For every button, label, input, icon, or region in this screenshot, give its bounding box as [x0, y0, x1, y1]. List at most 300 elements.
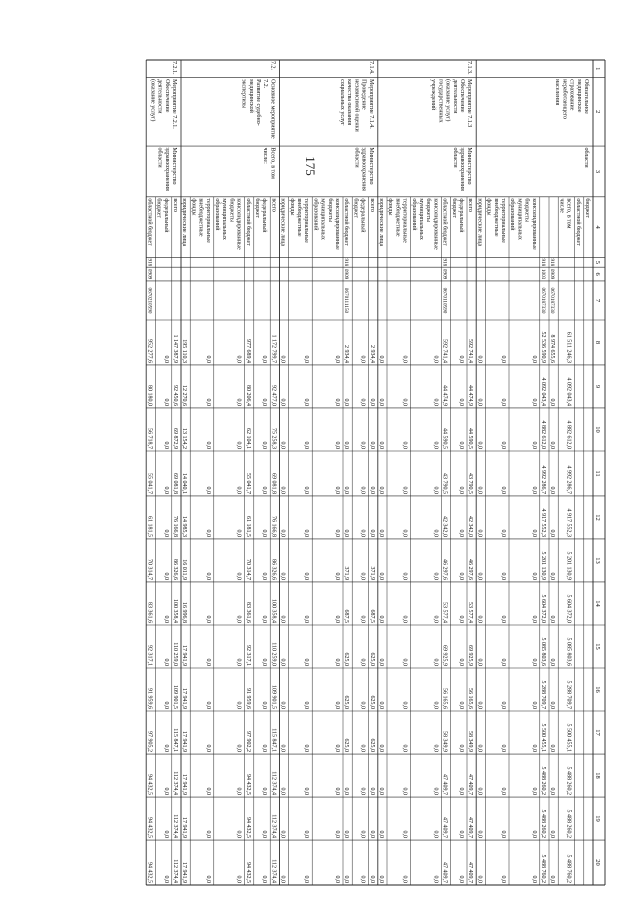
- budget-value: 69 081,8: [270, 472, 277, 494]
- column-number-label: 3: [594, 169, 601, 174]
- budget-value: 0,0: [162, 615, 169, 623]
- budget-code: 0670210590: [146, 287, 153, 314]
- budget-value: 0,0: [530, 875, 537, 883]
- budget-value: 80 180,0: [146, 384, 153, 406]
- budget-value: 70 314,7: [244, 558, 251, 580]
- budget-value: 0,0: [359, 486, 366, 494]
- budget-value: 0,0: [401, 787, 408, 796]
- budget-value: 0,0: [549, 701, 556, 710]
- measure-name-line: Обеспечение: [459, 79, 465, 113]
- funding-source-label: образований: [214, 198, 220, 231]
- budget-value: 0,0: [432, 830, 439, 839]
- budget-value: 0,0: [530, 615, 537, 623]
- funding-source-label: консолидированные: [432, 198, 439, 250]
- budget-value: 0,0: [530, 529, 537, 537]
- executor-line: области: [451, 147, 458, 168]
- budget-value: 0,0: [401, 486, 408, 494]
- funding-source-label: всего: [172, 198, 178, 212]
- budget-value: 0,0: [432, 701, 439, 710]
- budget-value: 17 941,9: [181, 644, 188, 666]
- budget-value: 0,0: [476, 355, 483, 363]
- budget-value: 0,0: [432, 787, 439, 796]
- budget-value: 0,0: [235, 572, 242, 580]
- budget-value: 4 917 552,3: [565, 508, 572, 537]
- budget-value: 0,0: [334, 658, 340, 666]
- funding-source-label: всего: [368, 198, 375, 212]
- executor-line: здравоохранения: [360, 147, 367, 191]
- row-index: 7.2.1.: [171, 61, 177, 75]
- budget-value: 86 326,6: [172, 558, 178, 580]
- budget-value: 47 409,7: [441, 774, 448, 796]
- budget-value: 0,0: [378, 701, 384, 710]
- funding-source-label: муниципальных: [319, 198, 326, 240]
- budget-value: 0,0: [549, 744, 556, 753]
- budget-value: 977 689,4: [244, 338, 251, 363]
- budget-value: 0,0: [368, 398, 375, 406]
- budget-value: 115 847,1: [172, 728, 178, 753]
- budget-value: 592 741,4: [467, 338, 474, 363]
- budget-value: 0,0: [261, 875, 268, 883]
- budget-value: 91 959,6: [244, 688, 251, 710]
- funding-source-label: областной бюджет: [244, 198, 251, 246]
- budget-code: 0909: [343, 268, 350, 280]
- budget-value: 0,0: [334, 701, 340, 710]
- budget-value: 5 085 803,6: [565, 637, 572, 666]
- budget-value: 0,0: [378, 398, 384, 406]
- budget-value: 5 201 130,9: [565, 551, 572, 580]
- budget-value: 46 297,6: [467, 558, 474, 580]
- budget-value: 687,5: [368, 609, 375, 623]
- budget-value: 0,0: [343, 830, 350, 839]
- measure-name-line: Мероприятие 7.1.3: [466, 79, 473, 128]
- budget-value: 0,0: [359, 744, 366, 753]
- funding-source-label: фонды: [190, 198, 197, 216]
- budget-value: 55 041,7: [146, 472, 153, 494]
- budget-value: 0,0: [334, 398, 340, 406]
- budget-value: 112 374,4: [270, 771, 277, 796]
- budget-value: 0,0: [334, 830, 340, 839]
- budget-value: 115 847,1: [270, 728, 277, 753]
- budget-value: 92 317,1: [146, 644, 153, 666]
- budget-value: 0,0: [279, 875, 286, 883]
- budget-value: 47 409,7: [441, 862, 448, 883]
- column-number-label: 14: [594, 600, 601, 607]
- budget-value: 0,0: [261, 830, 268, 839]
- funding-source-label: всего: [467, 198, 474, 212]
- budget-value: 0,0: [162, 398, 169, 406]
- budget-value: 0,0: [261, 572, 268, 580]
- budget-value: 4 882 612,0: [540, 420, 546, 449]
- budget-value: 0,0: [378, 486, 384, 494]
- budget-value: 5 604 372,0: [565, 594, 572, 623]
- column-number-label: 6: [594, 272, 601, 276]
- budget-value: 0,0: [261, 744, 268, 753]
- budget-value: 0,0: [432, 486, 439, 494]
- budget-value: 44 590,5: [467, 427, 474, 449]
- budget-value: 0,0: [500, 441, 506, 449]
- funding-source-label: числе: [558, 198, 565, 213]
- budget-value: 371,9: [343, 566, 350, 580]
- budget-value: 0,0: [204, 398, 211, 406]
- budget-value: 0,0: [458, 529, 464, 537]
- budget-value: 592 741,4: [441, 338, 448, 363]
- budget-value: 92 317,1: [244, 644, 251, 666]
- budget-value: 0,0: [204, 441, 211, 449]
- budget-value: 0,0: [359, 875, 366, 883]
- measure-name-line: независимой оценки: [353, 79, 360, 132]
- column-number-label: 8: [594, 340, 601, 345]
- budget-value: 0,0: [303, 441, 310, 449]
- funding-source-label: образований: [312, 198, 319, 231]
- column-number-label: 1: [594, 67, 601, 71]
- budget-value: 0,0: [204, 701, 211, 710]
- budget-value: 687,5: [343, 609, 350, 623]
- budget-value: 0,0: [378, 615, 384, 623]
- budget-value: 94 432,5: [146, 774, 153, 796]
- budget-value: 0,0: [530, 744, 537, 753]
- budget-value: 53 577,4: [441, 601, 448, 623]
- budget-value: 112 374,4: [172, 814, 178, 839]
- budget-value: 371,9: [368, 566, 375, 580]
- budget-value: 69 081,8: [172, 472, 178, 494]
- budget-value: 0,0: [530, 355, 537, 363]
- budget-value: 92 477,0: [270, 384, 277, 406]
- funding-source-label: территориальные: [500, 198, 506, 243]
- measure-name-line: медицинское: [575, 79, 582, 113]
- budget-value: 4 992 286,7: [565, 465, 572, 494]
- budget-value: 0,0: [235, 615, 242, 623]
- budget-value: 2 934,4: [343, 344, 350, 363]
- budget-value: 0,0: [235, 398, 242, 406]
- budget-code: 918: [343, 258, 350, 267]
- budget-value: 83 361,6: [244, 601, 251, 623]
- budget-value: 5 288 709,7: [565, 680, 572, 710]
- budget-value: 0,0: [334, 787, 340, 796]
- budget-value: 0,0: [401, 658, 408, 666]
- budget-value: 0,0: [401, 830, 408, 839]
- budget-value: 0,0: [530, 701, 537, 710]
- budget-value: 0,0: [401, 701, 408, 710]
- budget-value: 0,0: [401, 875, 408, 883]
- budget-value: 8 974 655,6: [549, 334, 556, 363]
- funding-source-label: областной бюджет: [574, 198, 581, 246]
- budget-value: 0,0: [476, 787, 483, 796]
- budget-value: 0,0: [343, 441, 350, 449]
- budget-value: 94 432,5: [244, 774, 251, 796]
- budget-value: 0,0: [500, 701, 506, 710]
- budget-value: 56 165,6: [441, 688, 448, 710]
- budget-value: 0,0: [401, 615, 408, 623]
- budget-value: 625,0: [368, 695, 375, 710]
- budget-value: 0,0: [458, 744, 464, 753]
- budget-value: 97 902,2: [244, 731, 251, 753]
- executor-line: области: [353, 147, 360, 168]
- funding-source-label: территориальные: [401, 198, 408, 243]
- budget-value: 1 147 387,9: [172, 334, 178, 363]
- funding-source-label: бюджеты: [326, 198, 333, 223]
- budget-value: 2 934,4: [368, 344, 375, 363]
- budget-value: 5 201 130,9: [540, 551, 546, 580]
- budget-value: 0,0: [162, 875, 169, 883]
- budget-code: 0670110590: [441, 287, 448, 314]
- budget-value: 0,0: [204, 875, 211, 883]
- budget-value: 4 882 612,0: [565, 420, 572, 449]
- budget-value: 92 450,6: [172, 384, 178, 406]
- budget-value: 0,0: [162, 441, 169, 449]
- budget-value: 97 905,2: [146, 731, 153, 753]
- budget-value: 13 154,2: [181, 427, 188, 449]
- budget-value: 0,0: [368, 787, 375, 796]
- measure-name-line: государственных: [437, 79, 444, 123]
- measure-name-line: страхование: [568, 79, 575, 111]
- budget-value: 0,0: [378, 787, 384, 796]
- budget-value: 952 277,6: [146, 338, 153, 363]
- funding-source-label: юридические лица: [476, 198, 483, 247]
- budget-value: 0,0: [378, 744, 384, 753]
- budget-value: 0,0: [432, 572, 439, 580]
- measure-name-line: Мероприятие 7.1.4.: [367, 79, 374, 129]
- budget-value: 47 409,7: [467, 862, 474, 883]
- executor-line: числе:: [262, 147, 269, 164]
- column-number-label: 2: [594, 110, 601, 114]
- funding-source-label: юридические лица: [279, 198, 286, 247]
- budget-value: 0,0: [500, 744, 506, 753]
- budget-value: 83 361,6: [146, 601, 153, 623]
- budget-value: 55 041,7: [244, 472, 251, 494]
- budget-value: 0,0: [359, 572, 366, 580]
- budget-value: 0,0: [343, 529, 350, 537]
- budget-value: 0,0: [334, 486, 340, 494]
- budget-value: 0,0: [458, 615, 464, 623]
- funding-source-label: всего, в том: [565, 198, 572, 229]
- funding-source-label: муниципальных: [418, 198, 424, 240]
- budget-value: 61 181,5: [146, 515, 153, 537]
- budget-value: 0,0: [359, 658, 366, 666]
- budget-value: 44 474,9: [467, 384, 474, 406]
- budget-value: 0,0: [204, 658, 211, 666]
- budget-value: 0,0: [162, 787, 169, 796]
- budget-value: 625,0: [343, 695, 350, 710]
- budget-value: 112 374,4: [172, 771, 178, 796]
- budget-value: 0,0: [334, 875, 340, 883]
- measure-name-line: экспертизы: [240, 79, 247, 109]
- column-number-label: 16: [594, 686, 601, 693]
- funding-source-label: внебюджетные: [492, 198, 499, 237]
- budget-value: 0,0: [162, 486, 169, 494]
- funding-source-label: внебюджетные: [197, 198, 204, 237]
- funding-source-label: юридические лица: [378, 198, 384, 247]
- budget-value: 0,0: [334, 572, 340, 580]
- budget-value: 4 992 286,7: [540, 465, 546, 494]
- budget-value: 94 432,5: [146, 817, 153, 839]
- budget-value: 56 718,7: [146, 427, 153, 449]
- budget-value: 0,0: [500, 658, 506, 666]
- budget-value: 5 488 260,2: [565, 809, 572, 839]
- budget-value: 110 259,0: [172, 642, 178, 666]
- budget-value: 0,0: [530, 486, 537, 494]
- funding-source-label: территориальные: [303, 198, 310, 243]
- budget-value: 0,0: [162, 701, 169, 710]
- budget-value: 0,0: [378, 572, 384, 580]
- budget-value: 0,0: [549, 572, 556, 580]
- budget-value: 17 941,9: [181, 817, 188, 839]
- budget-value: 5 085 803,6: [540, 637, 546, 666]
- budget-value: 17 941,9: [181, 862, 188, 883]
- budget-value: 0,0: [359, 441, 366, 449]
- measure-name-line: населения: [554, 79, 561, 106]
- budget-value: 0,0: [279, 441, 286, 449]
- measure-name-line: (оказание услуг): [149, 79, 156, 122]
- budget-value: 0,0: [432, 355, 439, 363]
- budget-value: 0,0: [279, 486, 286, 494]
- budget-value: 0,0: [162, 658, 169, 666]
- executor-line: Министерство: [171, 147, 177, 185]
- budget-value: 109 901,5: [270, 685, 277, 710]
- budget-value: 0,0: [476, 398, 483, 406]
- table-rotated-group: [146, 60, 605, 885]
- budget-code: 918: [146, 258, 153, 267]
- budget-value: 0,0: [458, 486, 464, 494]
- measure-name-line: учреждений: [430, 79, 437, 111]
- budget-value: 0,0: [500, 572, 506, 580]
- budget-value: 0,0: [476, 572, 483, 580]
- executor-line: Всего, в том: [269, 147, 276, 179]
- budget-value: 0,0: [235, 529, 242, 537]
- executor-line: Министерство: [367, 147, 374, 185]
- measure-name-line: Обеспечение: [163, 79, 170, 113]
- executor-line: области: [156, 147, 163, 168]
- budget-value: 0,0: [500, 615, 506, 623]
- budget-value: 0,0: [162, 744, 169, 753]
- budget-value: 69 872,9: [172, 427, 178, 449]
- column-number-label: 13: [594, 557, 601, 564]
- budget-value: 53 577,4: [467, 601, 474, 623]
- budget-value: 0,0: [458, 875, 464, 883]
- budget-value: 0,0: [359, 529, 366, 537]
- budget-value: 0,0: [549, 787, 556, 796]
- budget-value: 112 374,4: [172, 859, 178, 883]
- budget-value: 0,0: [368, 441, 375, 449]
- budget-value: 0,0: [368, 875, 375, 883]
- budget-value: 0,0: [359, 355, 366, 363]
- row-index: 7.1.3.: [466, 61, 473, 75]
- budget-value: 0,0: [458, 830, 464, 839]
- budget-code: 918: [540, 258, 546, 267]
- budget-value: 58 349,9: [441, 731, 448, 753]
- budget-value: 0,0: [204, 615, 211, 623]
- budget-value: 0,0: [261, 486, 268, 494]
- budget-value: 0,0: [530, 398, 537, 406]
- budget-value: 0,0: [378, 355, 384, 363]
- budget-value: 14 985,3: [181, 515, 188, 537]
- budget-value: 109 901,5: [172, 685, 178, 710]
- budget-value: 0,0: [334, 615, 340, 623]
- budget-value: 0,0: [261, 441, 268, 449]
- column-number-label: 12: [594, 514, 601, 521]
- budget-value: 0,0: [334, 744, 340, 753]
- budget-value: 100 358,4: [270, 598, 277, 623]
- budget-value: 0,0: [235, 701, 242, 710]
- budget-value: 0,0: [458, 355, 464, 363]
- budget-value: 94 432,5: [244, 817, 251, 839]
- budget-value: 0,0: [359, 787, 366, 796]
- budget-value: 0,0: [458, 441, 464, 449]
- budget-value: 94 432,5: [244, 862, 251, 883]
- funding-source-label: консолидированные: [530, 198, 537, 250]
- measure-name-line: Мероприятие 7.2.1.: [171, 79, 177, 129]
- budget-value: 44 474,9: [441, 384, 448, 406]
- budget-value: 0,0: [204, 830, 211, 839]
- measure-name-line: деятельности: [156, 79, 163, 114]
- budget-value: 5 500 455,1: [540, 723, 546, 753]
- budget-value: 0,0: [204, 744, 211, 753]
- funding-source-label: бюджеты: [523, 198, 530, 223]
- budget-value: 0,0: [162, 830, 169, 839]
- funding-source-label: фонды: [485, 198, 492, 216]
- budget-value: 0,0: [235, 744, 242, 753]
- budget-value: 0,0: [458, 787, 464, 796]
- budget-value: 625,0: [343, 652, 350, 666]
- budget-value: 4 092 043,4: [565, 377, 572, 406]
- budget-value: 0,0: [303, 572, 310, 580]
- measure-name-line: социальных услуг: [339, 79, 345, 126]
- budget-value: 0,0: [303, 701, 310, 710]
- budget-value: 0,0: [401, 744, 408, 753]
- budget-value: 76 166,8: [172, 515, 178, 537]
- budget-value: 5 488 260,2: [565, 766, 572, 796]
- budget-value: 5 288 709,7: [540, 680, 546, 710]
- funding-source-label: бюджет: [352, 198, 359, 218]
- budget-value: 0,0: [549, 615, 556, 623]
- budget-value: 0,0: [378, 441, 384, 449]
- budget-value: 0,0: [334, 355, 340, 363]
- funding-source-label: бюджет: [450, 198, 457, 218]
- row-index: 7.2.: [269, 61, 276, 70]
- budget-value: 625,0: [368, 738, 375, 753]
- budget-value: 0,0: [303, 398, 310, 406]
- budget-value: 0,0: [303, 529, 310, 537]
- budget-value: 0,0: [162, 572, 169, 580]
- budget-value: 0,0: [378, 658, 384, 666]
- funding-source-label: областной бюджет: [146, 198, 153, 246]
- budget-code: 1003: [540, 268, 546, 280]
- budget-value: 17 941,9: [181, 731, 188, 753]
- budget-value: 0,0: [476, 441, 483, 449]
- funding-source-label: федеральный: [261, 198, 268, 233]
- budget-value: 0,0: [458, 658, 464, 666]
- budget-value: 47 409,7: [441, 817, 448, 839]
- budget-value: 0,0: [500, 398, 506, 406]
- funding-source-label: бюджеты: [425, 198, 432, 223]
- budget-value: 0,0: [261, 787, 268, 796]
- budget-value: 5 488 260,2: [540, 766, 546, 796]
- budget-value: 0,0: [279, 529, 286, 537]
- measure-name-line: Обязательное: [583, 79, 589, 114]
- executor-line: здравоохранения: [163, 147, 170, 191]
- budget-value: 0,0: [204, 787, 211, 796]
- budget-value: 0,0: [432, 744, 439, 753]
- funding-source-label: территориальные: [204, 198, 211, 243]
- budget-value: 0,0: [279, 615, 286, 623]
- budget-value: 0,0: [401, 355, 408, 363]
- budget-code: 918: [441, 258, 448, 267]
- budget-value: 46 297,6: [441, 558, 448, 580]
- budget-value: 0,0: [500, 529, 506, 537]
- budget-value: 0,0: [401, 529, 408, 537]
- funding-source-label: внебюджетные: [296, 198, 302, 237]
- column-number-label: 18: [594, 772, 601, 779]
- funding-source-label: бюджет: [254, 198, 260, 218]
